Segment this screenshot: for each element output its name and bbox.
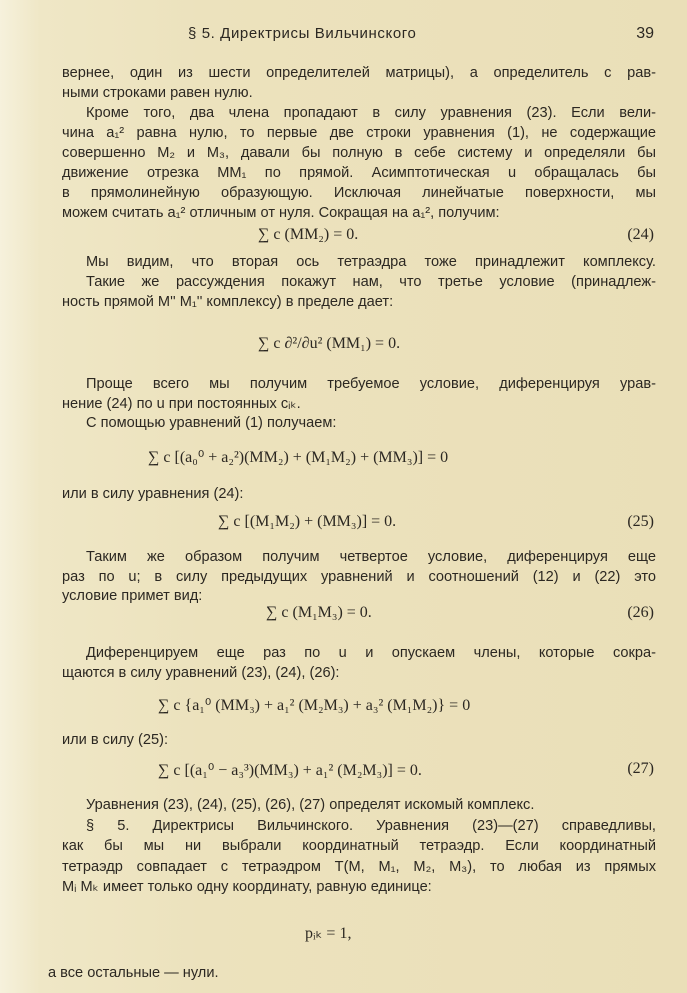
text-line: С помощью уравнений (1) получаем:: [86, 415, 337, 431]
text-line: тетраэдр совпадает с тетраэдром T(M, M₁, M₂, M₃), то любая из прямых: [62, 859, 656, 875]
page-number: 39: [636, 25, 654, 42]
equation-27: ∑ c [(a₁⁰ − a₃³)(MM₃) + a₁² (M₂M₃)] = 0.: [158, 762, 422, 779]
text-line: Уравнения (23), (24), (25), (26), (27) определят искомый комплекс.: [86, 797, 535, 813]
text-line: вернее, один из шести определителей матрицы), а определитель с рав-: [62, 65, 656, 81]
section-heading-line: § 5. Директрисы Вильчинского. Уравнения (23)—(27) справедливы,: [86, 818, 656, 834]
text-line: или в силу (25):: [62, 732, 169, 748]
text-line: раз по u; в силу предыдущих уравнений и соотношений (12) и (22) это: [62, 569, 656, 585]
text-line: а все остальные — нули.: [48, 965, 219, 981]
text-line: в прямолинейную образующую. Исключая линейчатые поверхности, мы: [62, 185, 656, 201]
equation-number: (25): [627, 513, 654, 530]
equation-coordinate: pᵢₖ = 1,: [305, 925, 352, 942]
text-line: совершенно M₂ и M₃, давали бы полную в себе систему и определяли бы: [62, 145, 656, 161]
equation-25: ∑ c [(M₁M₂) + (MM₃)] = 0.: [218, 513, 397, 530]
text-line: как бы мы ни выбрали координатный тетраэдр. Если координатный: [62, 838, 656, 854]
equation-26: ∑ c (M₁M₃) = 0.: [266, 604, 372, 621]
equation-number: (24): [627, 226, 654, 243]
equation-number: (26): [627, 604, 654, 621]
text-line: Такие же рассуждения покажут нам, что третье условие (принадлеж-: [86, 274, 656, 290]
equation-third-derivative: ∑ c {a₁⁰ (MM₃) + a₁² (M₂M₃) + a₃² (M₁M₂)} = 0: [158, 697, 471, 714]
text-line: Диференцируем еще раз по u и опускаем члены, которые сокра-: [86, 645, 656, 661]
text-line: ность прямой M'' M₁'' комплексу) в пределе дает:: [62, 294, 394, 310]
text-line: нение (24) по u при постоянных cᵢₖ.: [62, 396, 301, 412]
header-title: § 5. Директрисы Вильчинского: [188, 25, 417, 42]
equation-second-derivative: ∑ c ∂²/∂u² (MM₁) = 0.: [258, 335, 401, 352]
equation-24: ∑ c (MM₂) = 0.: [258, 226, 359, 243]
text-line: чина a₁² равна нулю, то первые две строки уравнения (1), не содержащие: [62, 125, 656, 141]
text-line: Кроме того, два члена пропадают в силу уравнения (23). Если вели-: [86, 105, 656, 121]
equation-derivative: ∑ c [(a₀⁰ + a₂²)(MM₂) + (M₁M₂) + (MM₃)] = 0: [148, 449, 449, 466]
text-line: условие примет вид:: [62, 588, 203, 604]
text-line: Проще всего мы получим требуемое условие, диференцируя урав-: [86, 376, 656, 392]
text-line: Таким же образом получим четвертое условие, диференцируя еще: [86, 549, 656, 565]
text-line: Mᵢ Mₖ имеет только одну координату, равную единице:: [62, 879, 432, 895]
text-line: Мы видим, что вторая ось тетраэдра тоже принадлежит комплексу.: [86, 254, 656, 270]
equation-number: (27): [627, 760, 654, 777]
text-line: можем считать a₁² отличным от нуля. Сокращая на a₁², получим:: [62, 205, 500, 221]
text-line: щаются в силу уравнений (23), (24), (26):: [62, 665, 340, 681]
text-line: ными строками равен нулю.: [62, 85, 253, 101]
text-line: движение отрезка MM₁ по прямой. Асимптотическая u обращалась бы: [62, 165, 656, 181]
text-line: или в силу уравнения (24):: [62, 486, 244, 502]
